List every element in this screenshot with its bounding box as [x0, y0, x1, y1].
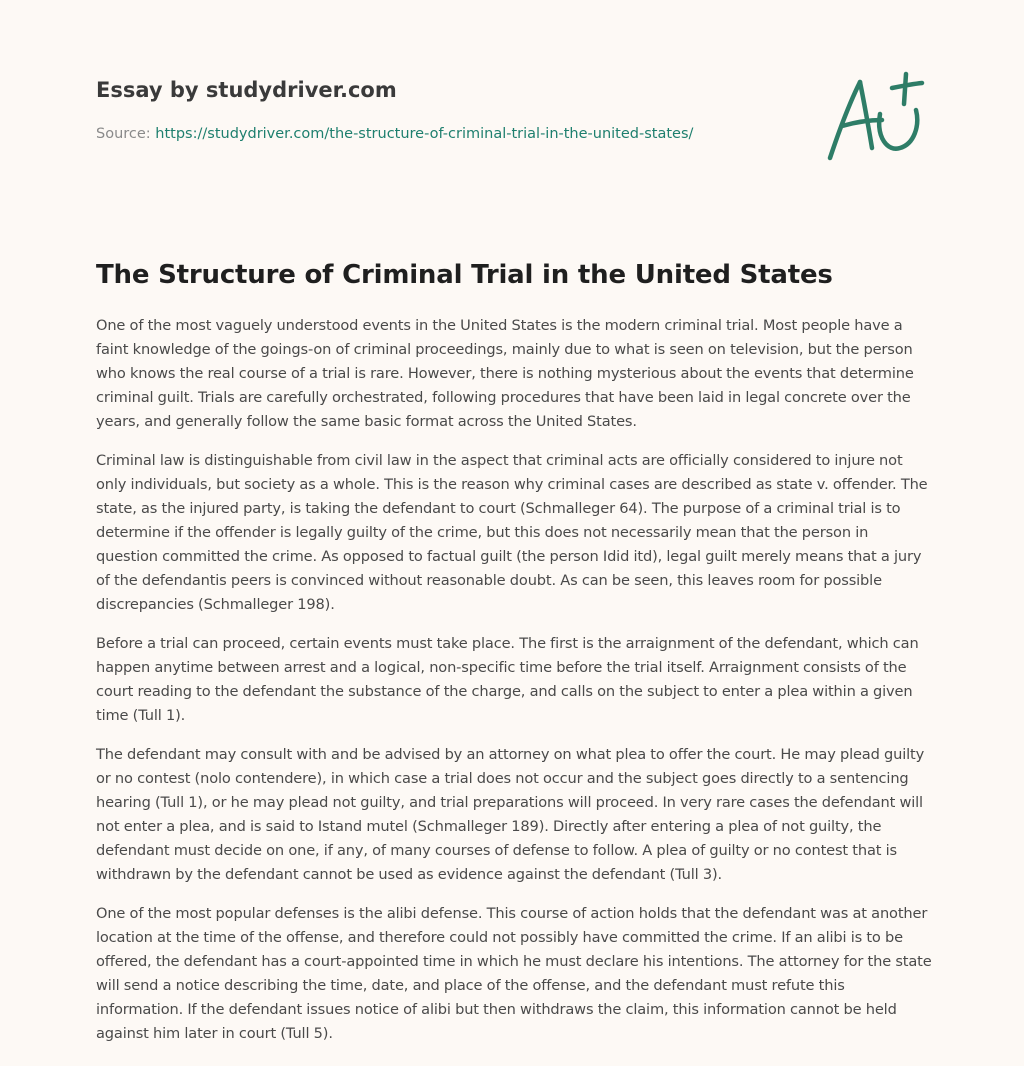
paragraph: One of the most popular defenses is the alibi defense. This course of action holds that the defendant was at another location at the time of the offense, and therefore could not possibly have committed the crime. If an alibi is to be offered, the defendant has a court-appointed time in which he must declare his intentions. The attorney for the state will send a notice describing the time, date, and place of the offense, and the defendant must refute this information. If the defendant issues notice of alibi but then withdraws the claim, this information cannot be held against him later in court (Tull 5).	[96, 905, 932, 1042]
source-label: Source:	[96, 126, 151, 142]
paragraph: The defendant may consult with and be advised by an attorney on what plea to offer the court. He may plead guilty or no contest (nolo contendere), in which case a trial does not occur and the subject goes directly to a sentencing hearing (Tull 1), or he may plead not guilty, and trial preparations will proceed. In very rare cases the defendant will not enter a plea, and is said to Istand mutel (Schmalleger 189). Directly after entering a plea of not guilty, the defendant must decide on one, if any, of many courses of defense to follow. A plea of guilty or no contest that is withdrawn by the defendant cannot be used as evidence against the defendant (Tull 3).	[96, 746, 925, 883]
paragraph: One of the most vaguely understood events in the United States is the modern criminal trial. Most people have a faint knowledge of the goings-on of criminal proceedings, mainly due to what is seen on television, but the person who knows the real course of a trial is rare. However, there is nothing mysterious about the events that determine criminal guilt. Trials are carefully orchestrated, following procedures that have been laid in legal concrete over the years, and generally follow the same basic format across the United States.	[96, 317, 914, 430]
paragraph: Criminal law is distinguishable from civil law in the aspect that criminal acts are officially considered to injure not only individuals, but society as a whole. This is the reason why criminal cases are described as state v. offender. The state, as the injured party, is taking the defendant to court (Schmalleger 64). The purpose of a criminal trial is to determine if the offender is legally guilty of the crime, but this does not necessarily mean that the person in question committed the crime. As opposed to factual guilt (the person Idid itd), legal guilt merely means that a jury of the defendantis peers is convinced without reasonable doubt. As can be seen, this leaves room for possible discrepancies (Schmalleger 198).	[96, 452, 928, 613]
source-line	[96, 124, 796, 144]
essay-title: The Structure of Criminal Trial in the United States	[96, 260, 833, 290]
essay-body	[96, 314, 932, 1061]
source-link[interactable]: https://studydriver.com/the-structure-of-criminal-trial-in-the-united-states/	[155, 126, 694, 142]
site-brand: Essay by studydriver.com	[96, 78, 397, 102]
page-header	[96, 76, 796, 144]
a-plus-grade-icon	[822, 68, 932, 168]
paragraph: Before a trial can proceed, certain events must take place. The first is the arraignment of the defendant, which can happen anytime between arrest and a logical, non-specific time before the trial itself. Arraignment consists of the court reading to the defendant the substance of the charge, and calls on the subject to enter a plea within a given time (Tull 1).	[96, 635, 919, 724]
